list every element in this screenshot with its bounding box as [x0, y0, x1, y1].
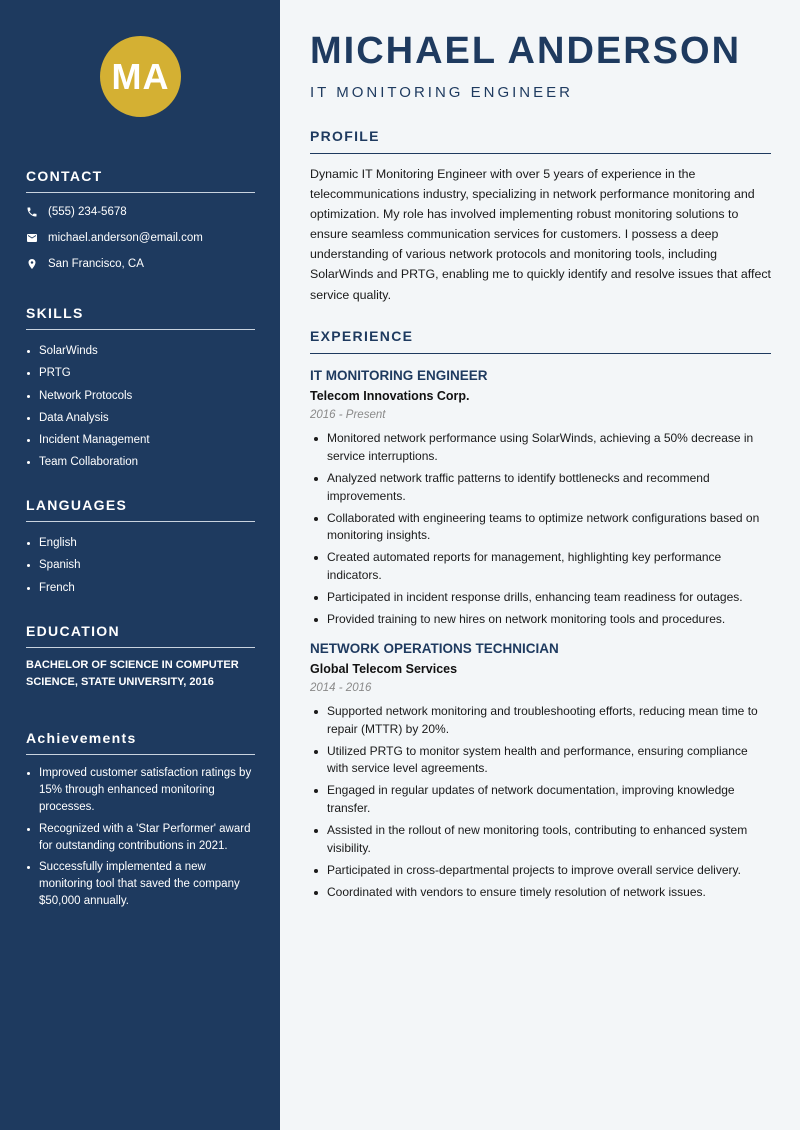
job-company: Global Telecom Services [310, 661, 458, 676]
education-degree: BACHELOR OF SCIENCE IN COMPUTER SCIENCE, STATE UNIVERSITY, 2016 [26, 659, 239, 688]
experience-section [310, 328, 771, 906]
contact-location [26, 251, 255, 277]
contact-section [26, 168, 255, 277]
skill-item: Team Collaboration [26, 451, 255, 473]
contact-phone [26, 199, 255, 225]
skill-item: PRTG [26, 362, 255, 384]
contact-email [26, 225, 255, 251]
profile-section [310, 128, 771, 305]
job-company: Telecom Innovations Corp. [310, 389, 470, 403]
skills-list [26, 340, 255, 474]
languages-list [26, 532, 255, 599]
job-bullet: Analyzed network traffic patterns to identify bottlenecks and recommend improvements. [310, 470, 771, 506]
job-role: IT MONITORING ENGINEER [310, 368, 488, 383]
language-item: French [26, 577, 255, 599]
phone-text: (555) 234-5678 [48, 206, 127, 218]
person-title: IT MONITORING ENGINEER [310, 84, 573, 101]
language-item: English [26, 532, 255, 554]
job-entry [310, 368, 771, 629]
skill-item: Incident Management [26, 429, 255, 451]
languages-heading: LANGUAGES [26, 497, 255, 522]
job-bullet: Engaged in regular updates of network documentation, improving knowledge transfer. [310, 782, 771, 818]
job-bullet: Created automated reports for management, highlighting key performance indicators. [310, 549, 771, 585]
job-role: NETWORK OPERATIONS TECHNICIAN [310, 640, 559, 656]
phone-icon [26, 206, 48, 218]
skills-section [26, 305, 255, 474]
job-dates: 2016 - Present [310, 409, 386, 421]
envelope-icon [26, 232, 48, 244]
achievements-section [26, 730, 255, 915]
achievements-list [26, 765, 255, 911]
job-bullets [310, 430, 771, 629]
profile-heading: PROFILE [310, 128, 771, 154]
profile-summary: Dynamic IT Monitoring Engineer with over 5 years of experience in the telecommunications industry, specializing in network performance monitoring and optimization. My role has involved implementing robust monitoring solutions to ensure seamless communication services for customers. I possess a deep understanding of various network protocols and monitoring tools, including SolarWinds and PRTG, enabling me to quickly identify and resolve issues that affect service quality. [310, 167, 771, 302]
job-bullet: Coordinated with vendors to ensure timely resolution of network issues. [310, 884, 771, 902]
job-bullet: Collaborated with engineering teams to optimize network configurations based on monitoring insights. [310, 510, 771, 546]
skill-item: Network Protocols [26, 385, 255, 407]
location-text: San Francisco, CA [48, 258, 144, 270]
achievement-item: Recognized with a 'Star Performer' award for outstanding contributions in 2021. [26, 821, 255, 855]
map-pin-icon [26, 258, 48, 270]
achievements-heading: Achievements [26, 730, 255, 755]
contact-heading: CONTACT [26, 168, 255, 193]
skill-item: Data Analysis [26, 407, 255, 429]
skill-item: SolarWinds [26, 340, 255, 362]
job-bullet: Participated in incident response drills, enhancing team readiness for outages. [310, 589, 771, 607]
avatar-initials: MA [100, 36, 181, 117]
person-name: MICHAEL ANDERSON [310, 30, 742, 72]
education-heading: EDUCATION [26, 623, 255, 648]
job-bullet: Participated in cross-departmental projects to improve overall service delivery. [310, 862, 771, 880]
skills-heading: SKILLS [26, 305, 255, 330]
job-bullets [310, 703, 771, 902]
job-bullet: Assisted in the rollout of new monitoring tools, contributing to enhanced system visibility. [310, 822, 771, 858]
job-bullet: Supported network monitoring and troubleshooting efforts, reducing mean time to repair (MTTR) by 20%. [310, 703, 771, 739]
job-entry [310, 641, 771, 902]
languages-section [26, 497, 255, 599]
achievement-item: Successfully implemented a new monitoring tool that saved the company $50,000 annually. [26, 859, 255, 911]
job-dates: 2014 - 2016 [310, 681, 372, 694]
sidebar [0, 0, 280, 1130]
experience-heading: EXPERIENCE [310, 328, 771, 354]
language-item: Spanish [26, 554, 255, 576]
job-bullet: Utilized PRTG to monitor system health and performance, ensuring compliance with service level agreements. [310, 743, 771, 779]
job-bullet: Provided training to new hires on network monitoring tools and procedures. [310, 611, 771, 629]
email-text[interactable]: michael.anderson@email.com [48, 232, 203, 244]
achievement-item: Improved customer satisfaction ratings by 15% through enhanced monitoring processes. [26, 765, 255, 817]
education-section [26, 623, 255, 691]
job-bullet: Monitored network performance using SolarWinds, achieving a 50% decrease in service interruptions. [310, 430, 771, 466]
